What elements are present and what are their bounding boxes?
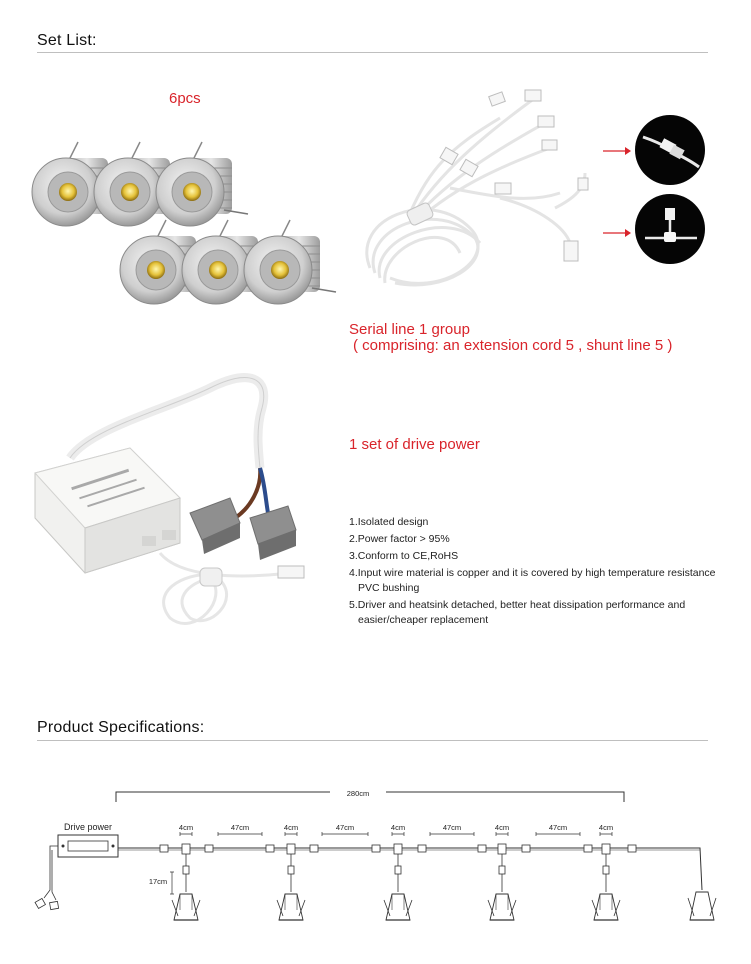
- serial-line-caption: Serial line 1 group: [349, 321, 470, 338]
- wire-connector: [190, 498, 240, 554]
- total-length-label: 280cm: [346, 789, 370, 798]
- serial-line-detail: ( comprising: an extension cord 5 , shunt line 5 ): [353, 337, 673, 354]
- feature-item: 3.Conform to CE,RoHS: [349, 550, 459, 562]
- light-with-drop: [172, 844, 200, 920]
- extension-length-label: 47cm: [548, 823, 568, 832]
- drive-power-caption: 1 set of drive power: [349, 436, 480, 453]
- shunt-length-label: 4cm: [283, 823, 299, 832]
- serial-line-bundle-image: [350, 78, 610, 308]
- set-list-divider: [37, 52, 708, 53]
- feature-item: 5.Driver and heatsink detached, better heat dissipation performance and easier/cheaper replacement: [349, 599, 686, 626]
- drive-power-label: Drive power: [63, 822, 113, 832]
- feature-item: 4.Input wire material is copper and it is covered by high temperature resistance PVC bushing: [349, 567, 716, 594]
- feature-item: 2.Power factor > 95%: [349, 533, 450, 545]
- extension-length-label: 47cm: [335, 823, 355, 832]
- shunt-length-label: 4cm: [494, 823, 510, 832]
- drive-power-unit: [35, 835, 118, 910]
- feature-list: [349, 515, 719, 630]
- shunt-length-label: 4cm: [598, 823, 614, 832]
- drop-length-label: 17cm: [148, 877, 168, 886]
- connector-detail-arrow-1: [603, 146, 631, 156]
- led-driver-image: [30, 368, 340, 643]
- led-spotlights-image: [28, 140, 338, 320]
- feature-item: 1.Isolated design: [349, 516, 429, 528]
- light-end: [688, 892, 716, 920]
- connector-detail-image: [635, 115, 705, 185]
- shunt-length-label: 4cm: [178, 823, 194, 832]
- wiring-diagram: [0, 780, 751, 940]
- product-specs-divider: [37, 740, 708, 741]
- extension-length-label: 47cm: [230, 823, 250, 832]
- product-specs-title: Product Specifications:: [37, 719, 205, 736]
- set-list-title: Set List:: [37, 32, 97, 49]
- shunt-length-label: 4cm: [390, 823, 406, 832]
- extension-length-label: 47cm: [442, 823, 462, 832]
- total-length-dimension: [116, 792, 624, 802]
- shunt-detail-arrow: [603, 228, 631, 238]
- shunt-detail-image: [635, 194, 705, 264]
- lights-caption: 6pcs: [169, 90, 201, 107]
